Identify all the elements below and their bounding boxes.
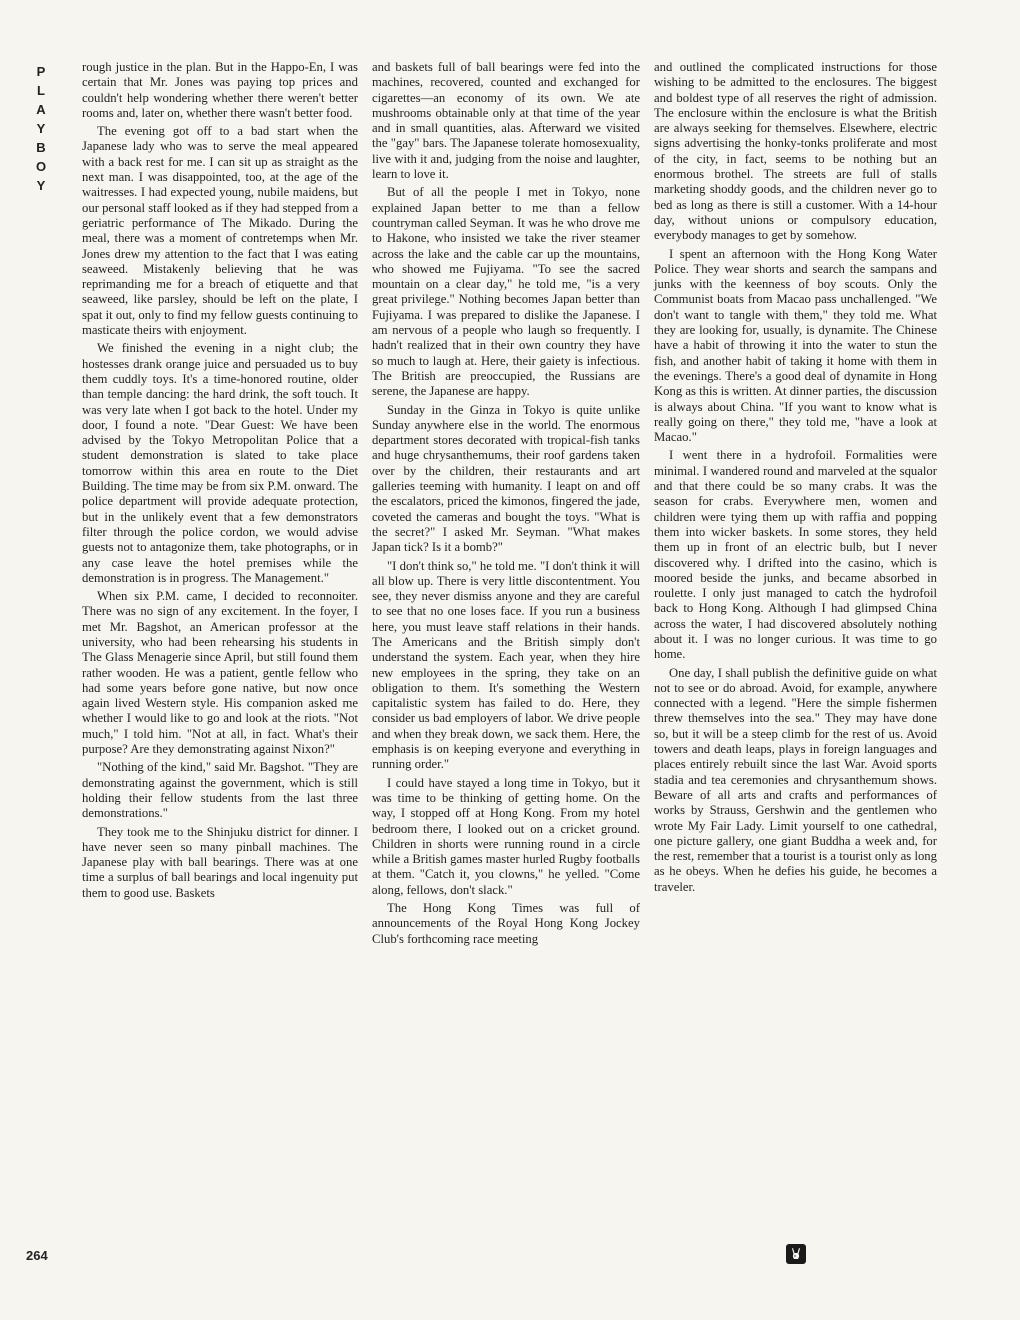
page-number: 264 xyxy=(26,1248,48,1263)
masthead-letter: P xyxy=(36,64,46,79)
paragraph: One day, I shall publish the definitive guide on what not to see or do abroad. Avoid, for example, anywhere connected with a legend. "Here the simple fishermen threw themselves into the sea." They may have done so, but it will be a steep climb for the rest of us. Avoid towers and death leaps, plays in foreign languages and places entirely rebuilt since the last War. Avoid sports stadia and tea ceremonies and chrysanthemum shows. Beware of all arts and crafts and performances of works by Strauss, Gershwin and the gentlemen who wrote My Fair Lady. Limit yourself to one cathedral, one picture gallery, one giant Buddha a week and, for the rest, remember that a tourist is a tourist only as long as he obeys. When he defies his guide, he becomes a traveler. xyxy=(654,665,937,894)
text-column-2 xyxy=(372,60,640,947)
text-column-1 xyxy=(82,60,358,901)
masthead-letter: Y xyxy=(36,121,46,136)
playboy-rabbit-icon xyxy=(786,1244,806,1264)
paragraph: But of all the people I met in Tokyo, none explained Japan better to me than a fellow countryman called Seyman. It was he who drove me to Hakone, who insisted we take the river steamer across the lake and the cable car up the mountains, who showed me Fujiyama. "To see the sacred mountain on a clear day," he told me, "is a very great privilege." Nothing becomes Japan better than Fujiyama. I was prepared to dislike the Japanese. I am nervous of a people who laugh so frequently. I hadn't realized that in their own country they have so much to laugh at. Here, their gaiety is infectious. The British are preoccupied, the Russians are serene, the Japanese are happy. xyxy=(372,185,640,399)
paragraph: "Nothing of the kind," said Mr. Bagshot. "They are demonstrating against the government, which is still holding their fellow students from the last three demonstrations." xyxy=(82,760,358,821)
paragraph: When six P.M. came, I decided to reconnoiter. There was no sign of any excitement. In the foyer, I met Mr. Bagshot, an American professor at the university, who had been rehearsing his students in The Glass Menagerie since April, but still found them rather wooden. He was a patient, gentle fellow who had some years before gone native, but now once again lived Western style. His companion asked me whether I would like to go and look at the riots. "Not much," I told him. "Not at all, in fact. What's their purpose? Are they demonstrating against Nixon?" xyxy=(82,589,358,757)
paragraph: We finished the evening in a night club; the hostesses drank orange juice and persuaded us to buy them cuddly toys. It's a time-honored routine, older than temple dancing: the hard drink, the soft touch. It was very late when I got back to the hotel. Under my door, I found a note. "Dear Guest: We have been advised by the Tokyo Metropolitan Police that a student demonstration is slated to take place tomorrow within this area en route to the Diet Building. The time may be from six P.M. onward. The police department will provide adequate protection, but in the unlikely event that a few demonstrators filter through the police cordon, we would advise guests not to antagonize them, take photographs, or in any case leave the hotel premises while the demonstration is in progress. The Management." xyxy=(82,341,358,585)
paragraph: "I don't think so," he told me. "I don't think it will all blow up. There is very little discontentment. You see, they never dismiss anyone and they are careful to see that no one loses face. If you run a business here, you must leave staff relations in their hands. The Americans and the British simply don't understand the system. Each year, when they hire new employees in the spring, they take on an obligation to them. It's something the Western capitalistic system has failed to do. Here, they consider us bad employers of labor. We drive people and when they break down, we sack them. Here, the emphasis is on keeping everyone and everything in running order." xyxy=(372,558,640,772)
paragraph: I spent an afternoon with the Hong Kong Water Police. They wear shorts and search the sampans and junks with the keenness of boy scouts. Only the Communist boats from Macao pass unchallenged. "We don't want to tangle with them," they told me. What they are looking for, usually, is dynamite. The Chinese have a habit of throwing it into the water to stun the fish, and another habit of taking it home with them in the evenings. There's a good deal of dynamite in Hong Kong as this is written. At dinner parties, the discussion is always about China. "If you want to know what is really going on there," they told me, "have a look at Macao." xyxy=(654,246,937,445)
masthead-letter: B xyxy=(36,140,46,155)
masthead-letter: L xyxy=(37,83,45,98)
paragraph: I went there in a hydrofoil. Formalities were minimal. I wandered round and marveled at the squalor and that there could be so many crabs. It was the season for crabs. Everywhere men, women and children were tying them up with raffia and popping them into wicker baskets. In some stores, they held them up in front of an electric bulb, but I never discovered why. I drifted into the casino, which is moored beside the junks, and became absorbed in roulette. I only just managed to catch the hydrofoil back to Hong Kong. Although I had glimpsed China across the water, I had discovered absolutely nothing about it. I was no longer curious. It was time to go home. xyxy=(654,448,937,662)
paragraph: Sunday in the Ginza in Tokyo is quite unlike Sunday anywhere else in the world. The enormous department stores decorated with tropical-fish tanks and huge chrysanthemums, their roof gardens taken over by the children, their restaurants and art galleries teeming with humanity. I leapt on and off the escalators, priced the kimonos, fingered the jade, coveted the cameras and bought the toys. "What is the secret?" I asked Mr. Seyman. "What makes Japan tick? Is it a bomb?" xyxy=(372,402,640,555)
paragraph: They took me to the Shinjuku district for dinner. I have never seen so many pinball machines. The Japanese play with ball bearings. There was at one time a surplus of ball bearings and local ingenuity put them to good use. Baskets xyxy=(82,824,358,900)
paragraph: and baskets full of ball bearings were fed into the machines, recovered, counted and exchanged for cigarettes—an economy of its own. We ate mushrooms obtainable only at that time of the year and in small quantities, alas. Afterward we visited the "gay" bars. The Japanese tolerate homosexuality, live with it and, judging from the noise and laughter, learn to love it. xyxy=(372,60,640,182)
magazine-masthead xyxy=(30,62,52,195)
text-column-3 xyxy=(654,60,937,895)
masthead-letter: A xyxy=(36,102,46,117)
rabbit-head-icon xyxy=(789,1247,803,1261)
paragraph: rough justice in the plan. But in the Happo-En, I was certain that Mr. Jones was paying top prices and couldn't help wondering whether there weren't better rooms and, later on, whether there wasn't better food. xyxy=(82,60,358,120)
paragraph: I could have stayed a long time in Tokyo, but it was time to be thinking of getting home. On the way, I stopped off at Hong Kong. From my hotel bedroom there, I looked out on a cricket ground. Children in shorts were running round in a circle while a British games master hurled Rugby footballs at them. "Catch it, you clowns," he yelled. "Come along, fellows, don't slack." xyxy=(372,775,640,897)
masthead-letter: Y xyxy=(36,178,46,193)
paragraph: The evening got off to a bad start when the Japanese lady who was to serve the meal appeared with a back rest for me. I can sit up as straight as the next man. I was disappointed, too, at the age of the waitresses. I had expected young, nubile maidens, but our personal staff looked as if they had stepped from a geriatric performance of The Mikado. During the meal, there was a moment of contretemps when Mr. Jones drew my attention to the fact that I was eating seaweed. Mistakenly believing that he was reprimanding me for a breach of etiquette and that seaweed, like parsley, should be left on the plate, I spat it out, only to find my fellow guests continuing to masticate theirs with enjoyment. xyxy=(82,124,358,338)
paragraph: and outlined the complicated instructions for those wishing to be admitted to the enclosures. The biggest and boldest type of all reserves the right of admission. The enclosure within the enclosure is what the British are always seeking for themselves. Elsewhere, electric signs advertising the honky-tonks proliferate and most of the city, in fact, seems to be nothing but an enormous brothel. The streets are full of stalls marketing shoddy goods, and the children never go to bed as long as there is still a customer. With a 14-hour day, without unions or compulsory education, everybody manages to get by somehow. xyxy=(654,60,937,243)
paragraph: The Hong Kong Times was full of announcements of the Royal Hong Kong Jockey Club's forthcoming race meeting xyxy=(372,901,640,946)
masthead-letter: O xyxy=(35,159,47,174)
